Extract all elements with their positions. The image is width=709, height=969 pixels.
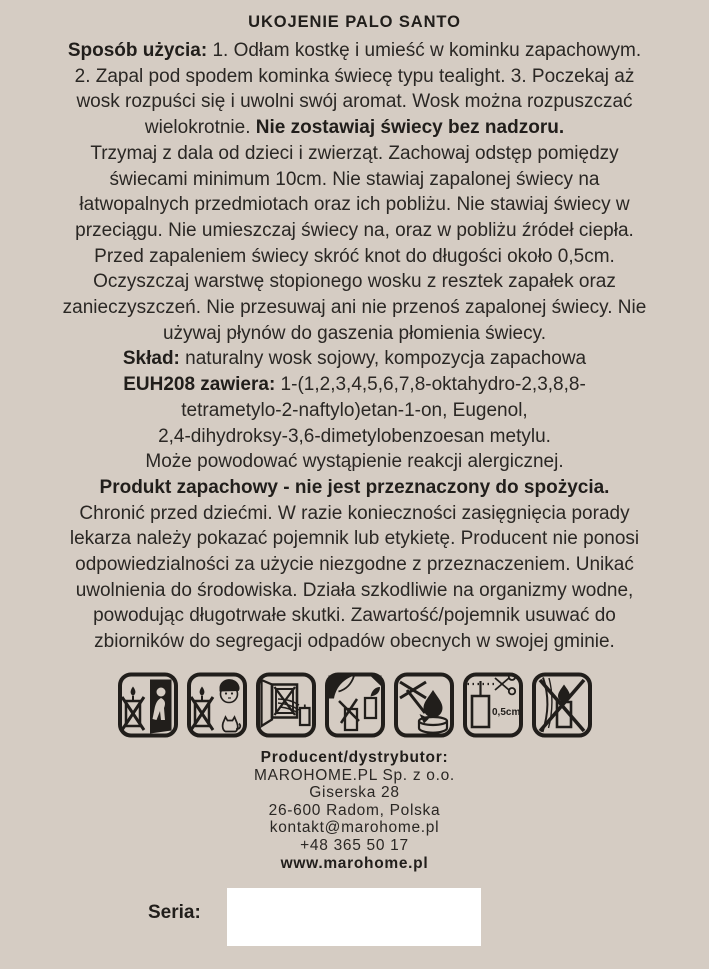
label-text-line: Produkt zapachowy - nie jest przeznaczony do spożycia. [99,476,610,498]
label-text-line: przeciągu. Nie umieszczaj świecy na, oraz w pobliżu źródeł ciepła. [75,219,634,241]
producer-company: MAROHOME.PL Sp. z o.o. [254,766,455,784]
label-text-line: 2. Zapal pod spodem kominka świecę typu tealight. 3. Poczekaj aż [74,65,635,87]
label-text-line: EUH208 zawiera: 1-(1,2,3,4,5,6,7,8-oktahydro-2,3,8,8- [123,374,586,396]
label-text-line: Oczyszczaj warstwę stopionego wosku z resztek zapałek oraz [93,271,616,293]
safety-pictograms-row [0,671,709,739]
producer-website: www.marohome.pl [280,854,429,872]
label-text-line: odpowiedzialności za użycie niezgodne z przeznaczeniem. Unikać [75,554,634,576]
keep-away-from-flammable-objects-icon [324,671,386,739]
keep-away-from-curtains-icon [531,671,593,739]
series-blank-box [227,888,481,946]
label-text-line: świecami minimum 10cm. Nie stawiaj zapalonej świecy na [109,168,600,190]
label-text-line: zanieczyszczeń. Nie przesuwaj ani nie przenoś zapalonej świecy. Nie [62,297,647,319]
never-leave-burning-candle-unattended-icon [117,671,179,739]
label-text-line: powodując długotrwałe skutki. Zawartość/pojemnik usuwać do [93,605,616,627]
producer-email: kontakt@marohome.pl [269,819,440,837]
series-label: Seria: [148,902,201,923]
label-text-line: Skład: naturalny wosk sojowy, kompozycja zapachowa [122,348,587,370]
label-text-line: zbiorników do segregacji odpadów obecnych w swojej gminie. [94,631,615,653]
do-not-extinguish-with-liquids-icon [393,671,455,739]
label-body-text [0,38,709,655]
producer-block [0,749,709,872]
trim-wick-icon [462,671,524,739]
label-text-line: Sposób użycia: 1. Odłam kostkę i umieść w kominku zapachowym. [67,40,642,61]
producer-heading: Producent/dystrybutor: [260,749,449,766]
label-text-line: łatwopalnych przedmiotach oraz ich pobliżu. Nie stawiaj świecy w [79,194,630,216]
label-text-line: używaj płynów do gaszenia płomienia świecy. [162,322,546,344]
label-text-line: tetrametylo-2-naftylo)etan-1-on, Eugenol, [181,399,528,421]
label-text-line: Trzymaj z dala od dzieci i zwierząt. Zachowaj odstęp pomiędzy [90,142,619,164]
producer-phone: +48 365 50 17 [300,836,409,854]
producer-city: 26-600 Radom, Polska [268,801,441,819]
page-title: UKOJENIE PALO SANTO [248,13,461,31]
producer-street: Giserska 28 [309,784,400,802]
keep-away-from-children-and-pets-icon [186,671,248,739]
do-not-burn-in-draught-icon [255,671,317,739]
label-text-line: Może powodować wystąpienie reakcji alergicznej. [145,451,564,473]
label-text-line: uwolnienia do środowiska. Działa szkodliwie na organizmy wodne, [75,579,634,601]
label-text-line: wielokrotnie. Nie zostawiaj świecy bez nadzoru. [144,117,565,139]
label-text-line: wosk rozpuści się i uwolni swój aromat. Wosk można rozpuszczać [76,91,633,113]
label-text-line: Chronić przed dziećmi. W razie konieczności zasięgnięcia porady [79,502,630,524]
trim-wick-length-label: 0,5cm [491,707,520,718]
label-text-line: 2,4-dihydroksy-3,6-dimetylobenzoesan metylu. [158,425,551,447]
label-text-line: lekarza należy pokazać pojemnik lub etykietę. Producent nie ponosi [69,528,640,550]
label-text-line: Przed zapaleniem świecy skróć knot do długości około 0,5cm. [94,245,615,267]
